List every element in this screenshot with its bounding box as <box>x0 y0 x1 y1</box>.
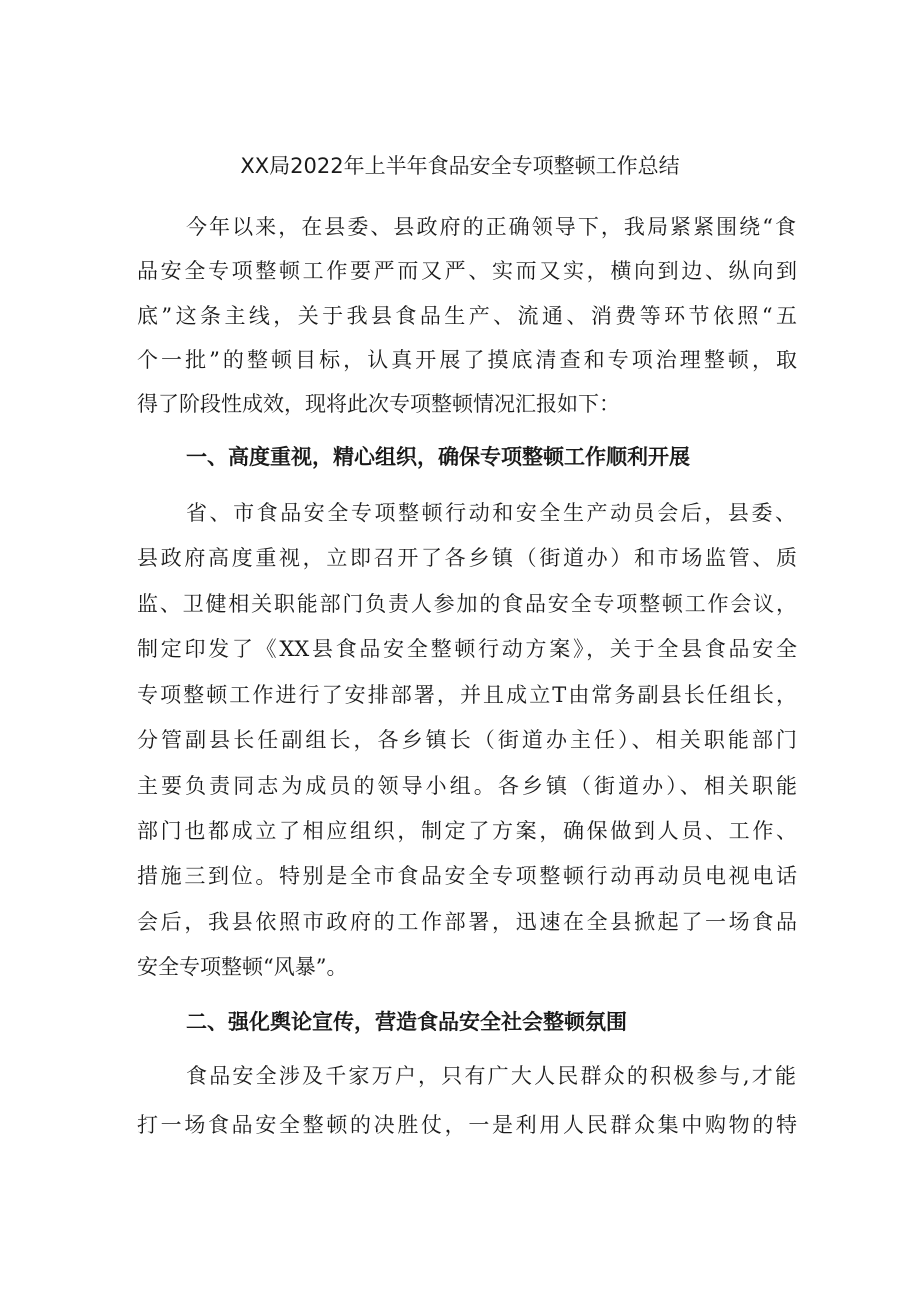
section2-line: 打一场食品安全整顿的决胜仗，一是利用人民群众集中购物的特 <box>137 1113 797 1137</box>
section-heading-2: 二、强化舆论宣传，营造食品安全社会整顿氛围 <box>186 1010 627 1034</box>
section1-line: 县政府高度重视，立即召开了各乡镇（街道办）和市场监管、质 <box>137 546 797 570</box>
section1-line: 省、市食品安全专项整顿行动和安全生产动员会后，县委、 <box>186 501 796 525</box>
section-heading-1: 一、高度重视，精心组织，确保专项整顿工作顺利开展 <box>186 445 690 469</box>
section2-line: 食品安全涉及千家万户，只有广大人民群众的积极参与,才能 <box>186 1064 796 1088</box>
document-title: XX局2022年上半年食品安全专项整顿工作总结 <box>240 154 680 178</box>
intro-line: 得了阶段性成效，现将此次专项整顿情况汇报如下： <box>137 392 620 416</box>
section1-line: 措施三到位。特别是全市食品安全专项整顿行动再动员电视电话 <box>137 864 797 888</box>
section1-line: 分管副县长任副组长，各乡镇长（街道办主任）、相关职能部门 <box>137 728 797 752</box>
intro-line: 品安全专项整顿工作要严而又严、实而又实，横向到边、纵向到 <box>137 259 797 283</box>
intro-line: 今年以来，在县委、县政府的正确领导下，我局紧紧围绕“食 <box>186 215 796 239</box>
section1-line: 安全专项整顿“风暴”。 <box>137 955 348 979</box>
section1-line: 会后，我县依照市政府的工作部署，迅速在全县掀起了一场食品 <box>137 910 797 934</box>
section1-line: 部门也都成立了相应组织，制定了方案，确保做到人员、工作、 <box>137 819 797 843</box>
section1-line: 制定印发了《XX县食品安全整顿行动方案》，关于全县食品安全 <box>137 637 797 661</box>
section1-line: 专项整顿工作进行了安排部署，并且成立T由常务副县长任组长， <box>137 683 797 707</box>
section1-line: 主要负责同志为成员的领导小组。各乡镇（街道办）、相关职能 <box>137 774 797 798</box>
section1-line: 监、卫健相关职能部门负责人参加的食品安全专项整顿工作会议， <box>137 592 797 616</box>
intro-line: 底”这条主线，关于我县食品生产、流通、消费等环节依照“五 <box>137 304 797 328</box>
intro-line: 个一批”的整顿目标，认真开展了摸底清查和专项治理整顿，取 <box>137 348 797 372</box>
